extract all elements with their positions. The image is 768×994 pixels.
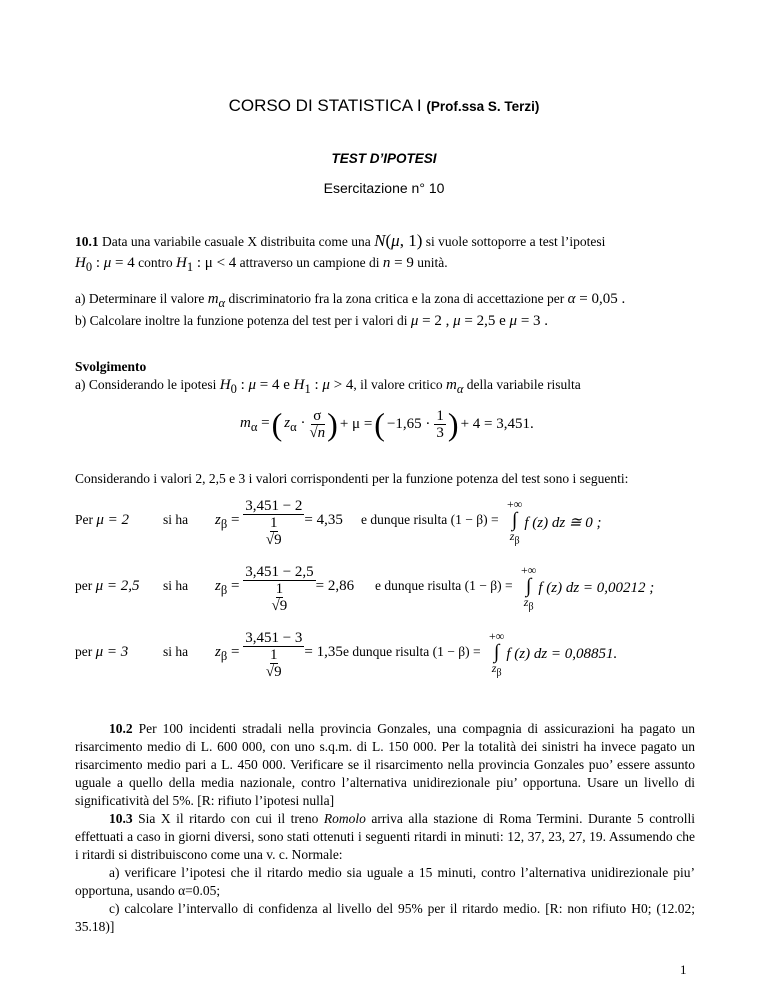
- solution-label: Svolgimento: [75, 359, 147, 374]
- exercise-10-3-c: c) calcolare l’intervallo di confidenza al livello del 95% per il ritardo medio. [R: non rifiuto H0; (12.02; 35.18)]: [75, 901, 695, 934]
- course-title: CORSO DI STATISTICA I: [228, 96, 422, 115]
- exercise-10-3: 10.3 Sia X il ritardo con cui il treno Romolo arriva alla stazione di Roma Termini. Durante 5 controlli effettuati a caso in giorni diversi, sono stati ottenuti i seguenti ritardi in minuti: 12, 37, 23, 27, 19. Assumendo che i ritardi si distribuiscono come una v. c. Normale:: [75, 811, 696, 862]
- question-b: b) Calcolare inoltre la funzione potenza del test per i valori di μ = 2 , μ = 2,5 e μ = 3 .: [75, 313, 549, 329]
- critical-value-formula: $m_\alpha$ = ( $z_\alpha$ · $\frac{\sigma}{√n}$ ) + μ = ( −1,65 · $\frac{1}{3}$ ) + 4 = 3,451.: [240, 406, 534, 442]
- exercise-number: 10.1: [75, 234, 99, 249]
- professor-name: (Prof.ssa S. Terzi): [426, 99, 540, 114]
- page-title: [0, 96, 768, 116]
- exercise-10-2: 10.2 Per 100 incidenti stradali nella provincia Gonzales, una compagnia di assicurazioni ha pagato un risarcimento medio di L. 600 000, con uno s.q.m. di L. 150 000. Per la totalità dei sinistri ha invece pagato un risarcimento medio pari a L. 450 000. Verificare se il risarcimento nella provincia Gonzales puo’ essere assunto uguale a quello della media nazionale, contro l’alternativa unidirezionale piu’ opportuna. Usare un livello di significatività del 5%. [R: rifiuto l’ipotesi nulla]: [75, 721, 695, 808]
- exercise-10-3-a: a) verificare l’ipotesi che il ritardo medio sia uguale a 15 minuti, contro l’alternativa unidirezionale piu’ opportuna, usando α=0.05;: [75, 865, 695, 898]
- critical-value-result: + 4 = 3,451.: [460, 416, 534, 432]
- solution-intro: a) Considerando le ipotesi $H_0$ : μ = 4 e $H_1$ : μ > 4, il valore critico $m_\alpha$ della variabile risulta: [75, 377, 581, 396]
- exercise-label: Esercitazione n° 10: [323, 180, 445, 196]
- question-a: a) Determinare il valore $m_\alpha$ discriminatorio fra la zona critica e la zona di accettazione per α = 0,05 .: [75, 291, 626, 310]
- topic-title: TEST D’IPOTESI: [331, 151, 437, 166]
- exercise-10-1-statement: 10.1 Data una variabile casuale X distribuita come una N(μ, 1) si vuole sottoporre a test l’ipotesi: [75, 231, 606, 250]
- exercise-10-1-hypotheses: $H_0$ : μ = 4 contro $H_1$ : μ < 4 attraverso un campione di n = 9 unità.: [75, 255, 448, 274]
- power-intro: Considerando i valori 2, 2,5 e 3 i valori corrispondenti per la funzione potenza del test sono i seguenti:: [75, 471, 629, 486]
- page-number: 1: [680, 962, 687, 977]
